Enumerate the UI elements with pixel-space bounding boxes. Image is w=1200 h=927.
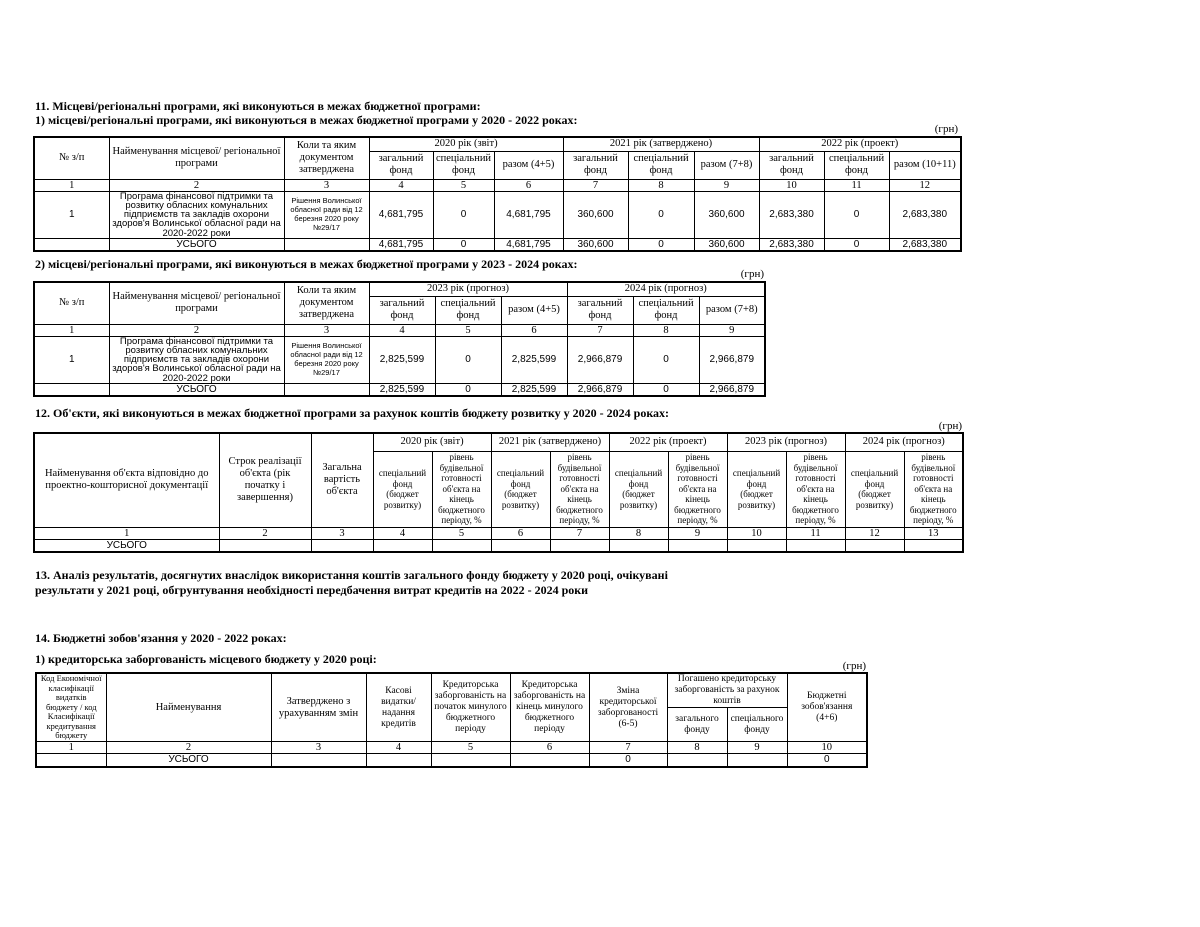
approval-document-cell: Рішення Волинської обласної ради від 12 березня 2020 року №29/17	[284, 336, 369, 383]
column-number-cell: 2	[109, 179, 284, 191]
header-debt-end: Кредиторська заборгованість на кінець минулого бюджетного періоду	[510, 673, 589, 742]
empty-cell	[284, 383, 369, 396]
header-sum-10-11: разом (10+11)	[889, 151, 961, 179]
header-general-fund: загальний фонд	[369, 151, 433, 179]
total-change-cell: 0	[589, 754, 667, 767]
header-general-fund: загальний фонд	[369, 296, 435, 324]
header-num: № з/п	[34, 137, 109, 179]
header-general-fund: загальний фонд	[759, 151, 824, 179]
table-row	[36, 673, 867, 708]
total-value-cell: 2,966,879	[567, 383, 633, 396]
empty-cell	[271, 754, 366, 767]
currency-label-t4: (грн)	[842, 660, 866, 672]
column-index-row	[34, 527, 963, 539]
empty-cell	[667, 754, 727, 767]
total-row	[34, 238, 961, 251]
value-cell: 0	[435, 336, 501, 383]
total-value-cell: 0	[433, 238, 494, 251]
currency-label-t3: (грн)	[938, 420, 962, 432]
total-label: УСЬОГО	[109, 238, 284, 251]
empty-cell	[510, 754, 589, 767]
column-number-cell: 8	[667, 742, 727, 754]
program-data-row	[34, 336, 765, 383]
currency-label-t1: (грн)	[934, 123, 958, 135]
value-cell: 0	[433, 191, 494, 238]
column-index-row	[36, 742, 867, 754]
section-14-subtitle: 1) кредиторська заборгованість місцевого бюджету у 2020 році:	[35, 652, 377, 666]
table-row	[34, 433, 963, 451]
row-number-cell: 1	[34, 191, 109, 238]
header-readiness-level: рівень будівельної готовності об'єкта на кінець бюджетного періоду, %	[904, 451, 963, 527]
column-number-cell: 6	[494, 179, 563, 191]
empty-cell	[609, 539, 668, 552]
local-programs-2023-2024-table	[33, 281, 766, 397]
total-value-cell: 2,825,599	[369, 383, 435, 396]
creditor-debt-table	[35, 672, 868, 768]
column-number-cell: 12	[889, 179, 961, 191]
empty-cell	[668, 539, 727, 552]
column-number-cell: 6	[510, 742, 589, 754]
header-approved: Затверджено з урахуванням змін	[271, 673, 366, 742]
column-number-cell: 9	[694, 179, 759, 191]
row-number-cell: 1	[34, 336, 109, 383]
value-cell: 4,681,795	[369, 191, 433, 238]
empty-cell	[431, 754, 510, 767]
empty-cell	[373, 539, 432, 552]
header-readiness-level: рівень будівельної готовності об'єкта на кінець бюджетного періоду, %	[786, 451, 845, 527]
header-general-fund: загальний фонд	[567, 296, 633, 324]
table-row	[34, 282, 765, 296]
column-number-cell: 3	[311, 527, 373, 539]
column-number-cell: 11	[786, 527, 845, 539]
total-value-cell: 0	[633, 383, 699, 396]
header-special-fund: спеціальний фонд	[628, 151, 694, 179]
development-objects-table	[33, 432, 964, 553]
approval-document-cell: Рішення Волинської обласної ради від 12 березня 2020 року №29/17	[284, 191, 369, 238]
header-repaid-general-fund: загального фонду	[667, 708, 727, 742]
header-program-name: Найменування місцевої/ регіональної програми	[109, 137, 284, 179]
header-ekv-code: Код Економічної класифікації видатків бюджету / код Класифікації кредитування бюджету	[36, 673, 106, 742]
total-value-cell: 0	[824, 238, 889, 251]
total-value-cell: 360,600	[694, 238, 759, 251]
header-name: Найменування	[106, 673, 271, 742]
value-cell: 2,683,380	[889, 191, 961, 238]
header-sum-7-8: разом (7+8)	[699, 296, 765, 324]
header-budget-obligations: Бюджетні зобов'язання (4+6)	[787, 673, 867, 742]
total-value-cell: 2,825,599	[501, 383, 567, 396]
column-number-cell: 5	[435, 324, 501, 336]
header-special-fund-dev: спеціальний фонд (бюджет розвитку)	[727, 451, 786, 527]
empty-cell	[727, 754, 787, 767]
header-year-2021: 2021 рік (затверджено)	[563, 137, 759, 151]
value-cell: 4,681,795	[494, 191, 563, 238]
header-program-name: Найменування місцевої/ регіональної програми	[109, 282, 284, 324]
value-cell: 360,600	[563, 191, 628, 238]
value-cell: 2,683,380	[759, 191, 824, 238]
column-number-cell: 9	[699, 324, 765, 336]
total-obligations-cell: 0	[787, 754, 867, 767]
header-general-fund: загальний фонд	[563, 151, 628, 179]
empty-cell	[36, 754, 106, 767]
total-row	[36, 754, 867, 767]
value-cell: 0	[628, 191, 694, 238]
header-special-fund-dev: спеціальний фонд (бюджет розвитку)	[491, 451, 550, 527]
total-value-cell: 2,683,380	[889, 238, 961, 251]
value-cell: 0	[633, 336, 699, 383]
total-value-cell: 4,681,795	[369, 238, 433, 251]
value-cell: 2,966,879	[567, 336, 633, 383]
column-number-cell: 9	[668, 527, 727, 539]
column-number-cell: 6	[501, 324, 567, 336]
header-debt-start: Кредиторська заборгованість на початок минулого бюджетного періоду	[431, 673, 510, 742]
section-12-title: 12. Об'єкти, які виконуються в межах бюджетної програми за рахунок коштів бюджету розвитку у 2020 - 2024 роках:	[35, 406, 670, 420]
header-object-term: Строк реалізації об'єкта (рік початку і завершення)	[219, 433, 311, 527]
column-number-cell: 8	[609, 527, 668, 539]
value-cell: 2,825,599	[501, 336, 567, 383]
value-cell: 2,966,879	[699, 336, 765, 383]
column-number-cell: 4	[369, 179, 433, 191]
table-row	[34, 137, 961, 151]
column-number-cell: 4	[366, 742, 431, 754]
header-document: Коли та яким документом затверджена	[284, 137, 369, 179]
header-special-fund: спеціальний фонд	[633, 296, 699, 324]
empty-cell	[432, 539, 491, 552]
column-number-cell: 7	[589, 742, 667, 754]
header-repaid-group: Погашено кредиторську заборгованість за рахунок коштів	[667, 673, 787, 708]
section-11-subtitle-1: 1) місцеві/регіональні програми, які виконуються в межах бюджетної програми у 2020 - 2022 роках:	[35, 113, 578, 127]
empty-cell	[311, 539, 373, 552]
column-number-cell: 4	[369, 324, 435, 336]
empty-cell	[491, 539, 550, 552]
column-number-cell: 8	[628, 179, 694, 191]
header-repaid-special-fund: спеціального фонду	[727, 708, 787, 742]
total-value-cell: 0	[628, 238, 694, 251]
total-value-cell: 4,681,795	[494, 238, 563, 251]
section-11-title: 11. Місцеві/регіональні програми, які виконуються в межах бюджетної програми:	[35, 99, 481, 113]
column-number-cell: 2	[106, 742, 271, 754]
column-number-cell: 6	[491, 527, 550, 539]
total-value-cell: 360,600	[563, 238, 628, 251]
column-number-cell: 11	[824, 179, 889, 191]
value-cell: 2,825,599	[369, 336, 435, 383]
header-readiness-level: рівень будівельної готовності об'єкта на кінець бюджетного періоду, %	[668, 451, 727, 527]
program-data-row	[34, 191, 961, 238]
empty-cell	[284, 238, 369, 251]
empty-cell	[34, 238, 109, 251]
column-number-cell: 13	[904, 527, 963, 539]
column-index-row	[34, 179, 961, 191]
header-document: Коли та яким документом затверджена	[284, 282, 369, 324]
empty-cell	[34, 383, 109, 396]
header-special-fund: спеціальний фонд	[435, 296, 501, 324]
header-sum-4-5: разом (4+5)	[494, 151, 563, 179]
column-number-cell: 5	[433, 179, 494, 191]
column-number-cell: 9	[727, 742, 787, 754]
header-year-2020: 2020 рік (звіт)	[373, 433, 491, 451]
section-11-subtitle-2: 2) місцеві/регіональні програми, які виконуються в межах бюджетної програми у 2023 - 2024 роках:	[35, 257, 578, 271]
currency-label-t2: (грн)	[740, 268, 764, 280]
header-special-fund-dev: спеціальний фонд (бюджет розвитку)	[609, 451, 668, 527]
column-number-cell: 7	[563, 179, 628, 191]
column-number-cell: 12	[845, 527, 904, 539]
total-value-cell: 2,683,380	[759, 238, 824, 251]
total-value-cell: 0	[435, 383, 501, 396]
column-number-cell: 1	[34, 324, 109, 336]
program-name-cell: Програма фінансової підтримки та розвитку обласних комунальних підприємств та закладів охорони здоров'я Волинської обласної ради на 2020-2022 роки	[109, 336, 284, 383]
header-special-fund: спеціальний фонд	[824, 151, 889, 179]
total-label: УСЬОГО	[106, 754, 271, 767]
column-number-cell: 8	[633, 324, 699, 336]
value-cell: 360,600	[694, 191, 759, 238]
total-row	[34, 383, 765, 396]
column-number-cell: 5	[431, 742, 510, 754]
column-number-cell: 1	[34, 179, 109, 191]
empty-cell	[904, 539, 963, 552]
column-number-cell: 3	[284, 179, 369, 191]
value-cell: 0	[824, 191, 889, 238]
header-year-2021: 2021 рік (затверджено)	[491, 433, 609, 451]
empty-cell	[219, 539, 311, 552]
header-sum-4-5: разом (4+5)	[501, 296, 567, 324]
column-number-cell: 4	[373, 527, 432, 539]
total-row	[34, 539, 963, 552]
header-object-cost: Загальна вартість об'єкта	[311, 433, 373, 527]
column-number-cell: 10	[787, 742, 867, 754]
column-number-cell: 3	[271, 742, 366, 754]
section-13-text: 13. Аналіз результатів, досягнутих внаслідок використання коштів загального фонду бюджету у 2020 році, очікувані результати у 2021 році, обгрунтування необхідності передбачення витрат кредитів на 2022 - 2024 роки	[35, 568, 668, 597]
total-label: УСЬОГО	[109, 383, 284, 396]
empty-cell	[727, 539, 786, 552]
header-special-fund-dev: спеціальний фонд (бюджет розвитку)	[845, 451, 904, 527]
header-special-fund-dev: спеціальний фонд (бюджет розвитку)	[373, 451, 432, 527]
program-name-cell: Програма фінансової підтримки та розвитку обласних комунальних підприємств та закладів охорони здоров'я Волинської обласної ради на 2020-2022 роки	[109, 191, 284, 238]
column-number-cell: 2	[109, 324, 284, 336]
header-debt-change: Зміна кредиторської заборгованості (6-5)	[589, 673, 667, 742]
column-number-cell: 1	[36, 742, 106, 754]
header-year-2020: 2020 рік (звіт)	[369, 137, 563, 151]
header-year-2024: 2024 рік (прогноз)	[845, 433, 963, 451]
header-readiness-level: рівень будівельної готовності об'єкта на кінець бюджетного періоду, %	[550, 451, 609, 527]
column-number-cell: 1	[34, 527, 219, 539]
column-number-cell: 7	[550, 527, 609, 539]
header-year-2022: 2022 рік (проект)	[759, 137, 961, 151]
header-sum-7-8: разом (7+8)	[694, 151, 759, 179]
local-programs-2020-2022-table	[33, 136, 962, 252]
header-year-2022: 2022 рік (проект)	[609, 433, 727, 451]
header-num: № з/п	[34, 282, 109, 324]
header-cash-expenses: Касові видатки/ надання кредитів	[366, 673, 431, 742]
section-14-title: 14. Бюджетні зобов'язання у 2020 - 2022 роках:	[35, 631, 287, 645]
header-object-name: Найменування об'єкта відповідно до проектно-кошторисної документації	[34, 433, 219, 527]
empty-cell	[366, 754, 431, 767]
column-number-cell: 3	[284, 324, 369, 336]
header-year-2023: 2023 рік (прогноз)	[727, 433, 845, 451]
header-readiness-level: рівень будівельної готовності об'єкта на кінець бюджетного періоду, %	[432, 451, 491, 527]
header-special-fund: спеціальний фонд	[433, 151, 494, 179]
column-number-cell: 7	[567, 324, 633, 336]
total-value-cell: 2,966,879	[699, 383, 765, 396]
column-number-cell: 5	[432, 527, 491, 539]
total-label: УСЬОГО	[34, 539, 219, 552]
column-number-cell: 10	[759, 179, 824, 191]
empty-cell	[786, 539, 845, 552]
column-number-cell: 10	[727, 527, 786, 539]
empty-cell	[845, 539, 904, 552]
empty-cell	[550, 539, 609, 552]
column-number-cell: 2	[219, 527, 311, 539]
header-year-2023: 2023 рік (прогноз)	[369, 282, 567, 296]
column-index-row	[34, 324, 765, 336]
header-year-2024: 2024 рік (прогноз)	[567, 282, 765, 296]
